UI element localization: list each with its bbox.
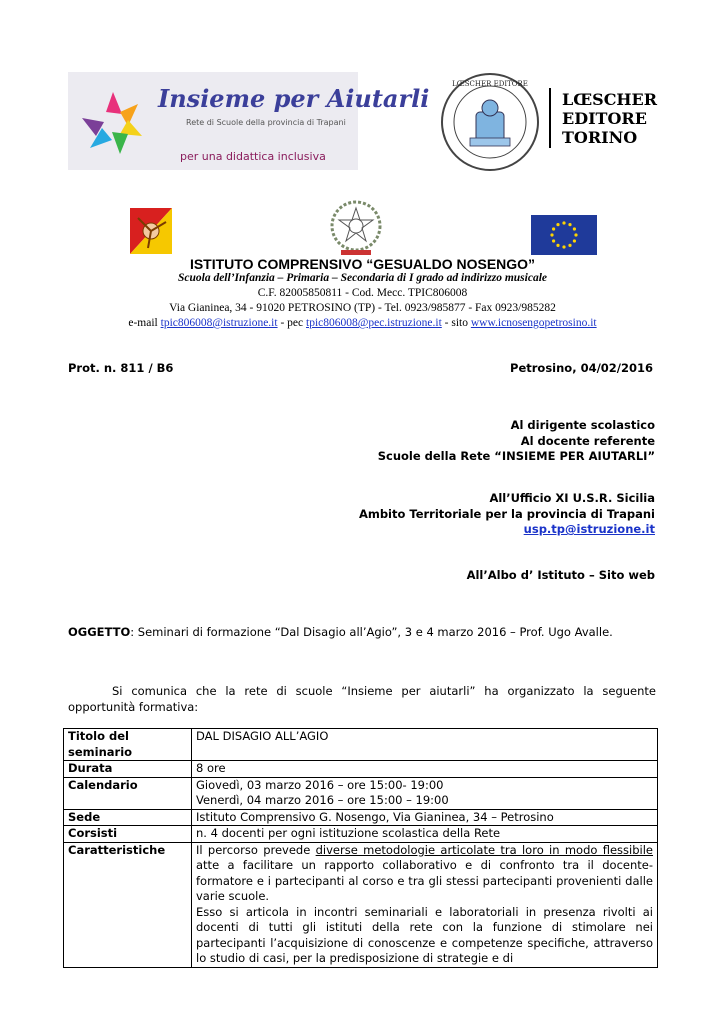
school-name: ISTITUTO COMPRENSIVO “GESUALDO NOSENGO” [189,256,536,272]
row-key: Sede [64,809,192,826]
row-key: Titolo del seminario [64,729,192,761]
subject-label: OGGETTO [68,625,131,639]
text-span: atte a facilitare un rapporto collaborativo e di confronto tra il docente-formatore e i partecipanti al corso e tra gli stessi partecipanti provenienti dalle varie scuole. [196,858,653,903]
recipient-line: Al docente referente [520,433,655,448]
row-key: Durata [64,761,192,778]
row-value: DAL DISAGIO ALL’AGIO [192,729,658,761]
logo-tagline: per una didattica inclusiva [180,150,326,163]
publisher-line-3: TORINO [562,128,638,147]
site-label: - sito [444,317,468,329]
email-link[interactable]: tpic806008@istruzione.it [160,317,278,329]
text-span: Il percorso prevede [196,842,316,857]
underlined-text: diverse metodologie articolate tra loro in modo flessibile [315,842,654,857]
logo-subtitle: Rete di Scuole della provincia di Trapani [186,118,346,127]
recipients-block-1 [378,418,655,465]
publisher-line-2: EDITORE [562,109,647,128]
row-value [192,777,658,809]
recipient-albo: All’Albo d’ Istituto – Sito web [466,568,655,582]
intro-paragraph: Si comunica che la rete di scuole “Insieme per aiutarli” ha organizzato la seguente opportunità formativa: [68,684,656,714]
email-label: e-mail [128,317,158,329]
row-value [192,842,658,967]
divider [549,88,551,148]
sicily-flag-icon [130,208,172,254]
site-link[interactable]: www.icnosengopetrosino.it [470,317,597,329]
row-key: Caratteristiche [64,842,192,967]
loescher-seal-logo [440,72,540,172]
publisher-line-1: LŒSCHER [562,90,658,109]
italian-republic-emblem [327,198,385,258]
pec-label: - pec [280,317,304,329]
pec-link[interactable]: tpic806008@pec.istruzione.it [306,317,442,329]
school-subtitle: Scuola dell’Infanzia – Primaria – Secondaria di I grado ad indirizzo musicale [177,272,547,284]
school-contacts [0,317,725,329]
table-row [64,777,658,809]
recipient-line: Scuole della Rete “INSIEME PER AIUTARLI” [377,449,655,463]
recipients-block-2 [359,491,655,538]
recipient-line: All’Ufficio XI U.S.R. Sicilia [489,491,655,505]
row-key: Calendario [64,777,192,809]
table-row [64,826,658,843]
characteristics-paragraph-1 [196,843,653,905]
school-codes: C.F. 82005850811 - Cod. Mecc. TPIC806008 [257,287,468,299]
usp-email-link[interactable]: usp.tp@istruzione.it [523,522,655,536]
logo-title: Insieme per Aiutarli [158,84,430,113]
subject-line [68,625,613,639]
table-row [64,842,658,967]
eu-flag-icon [531,215,597,255]
place-date: Petrosino, 04/02/2016 [510,361,653,375]
protocol-number: Prot. n. 811 / B6 [68,361,174,375]
recipient-line: Ambito Territoriale per la provincia di Trapani [358,506,655,521]
calendar-day-1: Giovedì, 03 marzo 2016 – ore 15:00- 19:00 [196,777,444,792]
calendar-day-2: Venerdì, 04 marzo 2016 – ore 15:00 – 19:00 [196,793,449,807]
row-value: n. 4 docenti per ogni istituzione scolastica della Rete [192,826,658,843]
school-address: Via Gianinea, 34 - 91020 PETROSINO (TP) - Tel. 0923/985877 - Fax 0923/985282 [169,302,556,314]
seminar-info-table [63,728,658,968]
seal-text: LŒSCHER EDITORE [452,80,528,88]
row-key: Corsisti [64,826,192,843]
table-row [64,729,658,761]
publisher-name [562,90,657,147]
star-pinwheel-icon [76,88,150,158]
characteristics-paragraph-2: Esso si articola in incontri seminariali e laboratoriali in presenza rivolti ai docenti di tutti gli istituti della rete con la funzione di stimolare nei partecipanti l’acquisizione di conoscenze e competenze specifiche, attraverso lo studio di casi, per la predisposizione di strategie e di [196,904,653,965]
row-value: 8 ore [192,761,658,778]
recipient-line: Al dirigente scolastico [510,418,655,432]
row-value: Istituto Comprensivo G. Nosengo, Via Gianinea, 34 – Petrosino [192,809,658,826]
insieme-per-aiutarli-logo [68,72,430,170]
table-row [64,809,658,826]
subject-text: : Seminari di formazione “Dal Disagio all’Agio”, 3 e 4 marzo 2016 – Prof. Ugo Avalle. [130,625,613,639]
table-row [64,761,658,778]
